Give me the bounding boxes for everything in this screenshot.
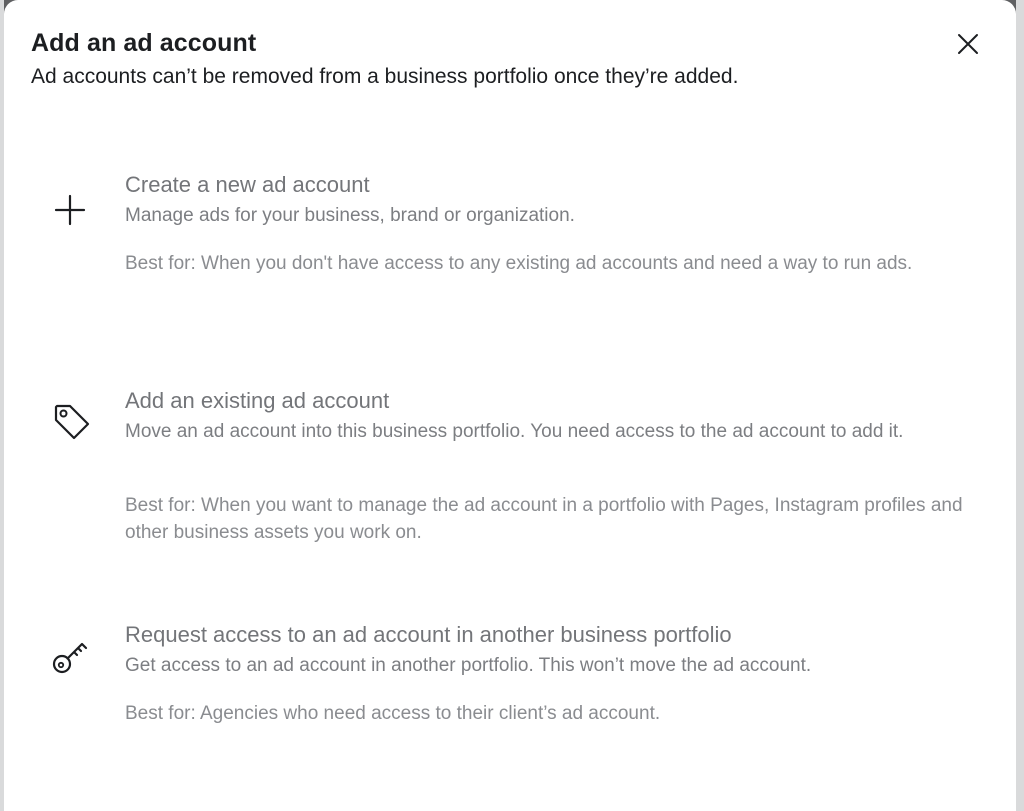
- option-create-new-ad-account[interactable]: [4, 172, 1016, 312]
- option-description: Get access to an ad account in another portfolio. This won’t move the ad account.: [125, 655, 812, 676]
- tag-icon: [48, 400, 92, 444]
- option-description: Manage ads for your business, brand or organization.: [125, 205, 575, 226]
- add-ad-account-dialog: [4, 0, 1016, 811]
- option-request-access[interactable]: [4, 622, 1016, 732]
- plus-icon: [48, 188, 92, 232]
- key-icon: [48, 634, 92, 678]
- close-button[interactable]: [950, 26, 986, 62]
- option-best-for: Best for: Agencies who need access to their client’s ad account.: [125, 703, 661, 724]
- dialog-subtitle: Ad accounts can’t be removed from a business portfolio once they’re added.: [31, 65, 739, 88]
- close-icon: [956, 32, 980, 56]
- option-title: Request access to an ad account in another business portfolio: [125, 622, 732, 647]
- dialog-title: Add an ad account: [31, 29, 257, 57]
- option-best-for: Best for: When you don't have access to any existing ad accounts and need a way to run ads.: [125, 253, 913, 274]
- option-title: Add an existing ad account: [125, 388, 390, 413]
- option-best-for: Best for: When you want to manage the ad account in a portfolio with Pages, Instagram profiles and other business assets you work on.: [125, 495, 963, 543]
- backdrop-right: [1016, 0, 1024, 811]
- option-description: Move an ad account into this business portfolio. You need access to the ad account to add it.: [125, 421, 904, 442]
- option-title: Create a new ad account: [125, 172, 370, 197]
- option-add-existing-ad-account[interactable]: [4, 388, 1016, 558]
